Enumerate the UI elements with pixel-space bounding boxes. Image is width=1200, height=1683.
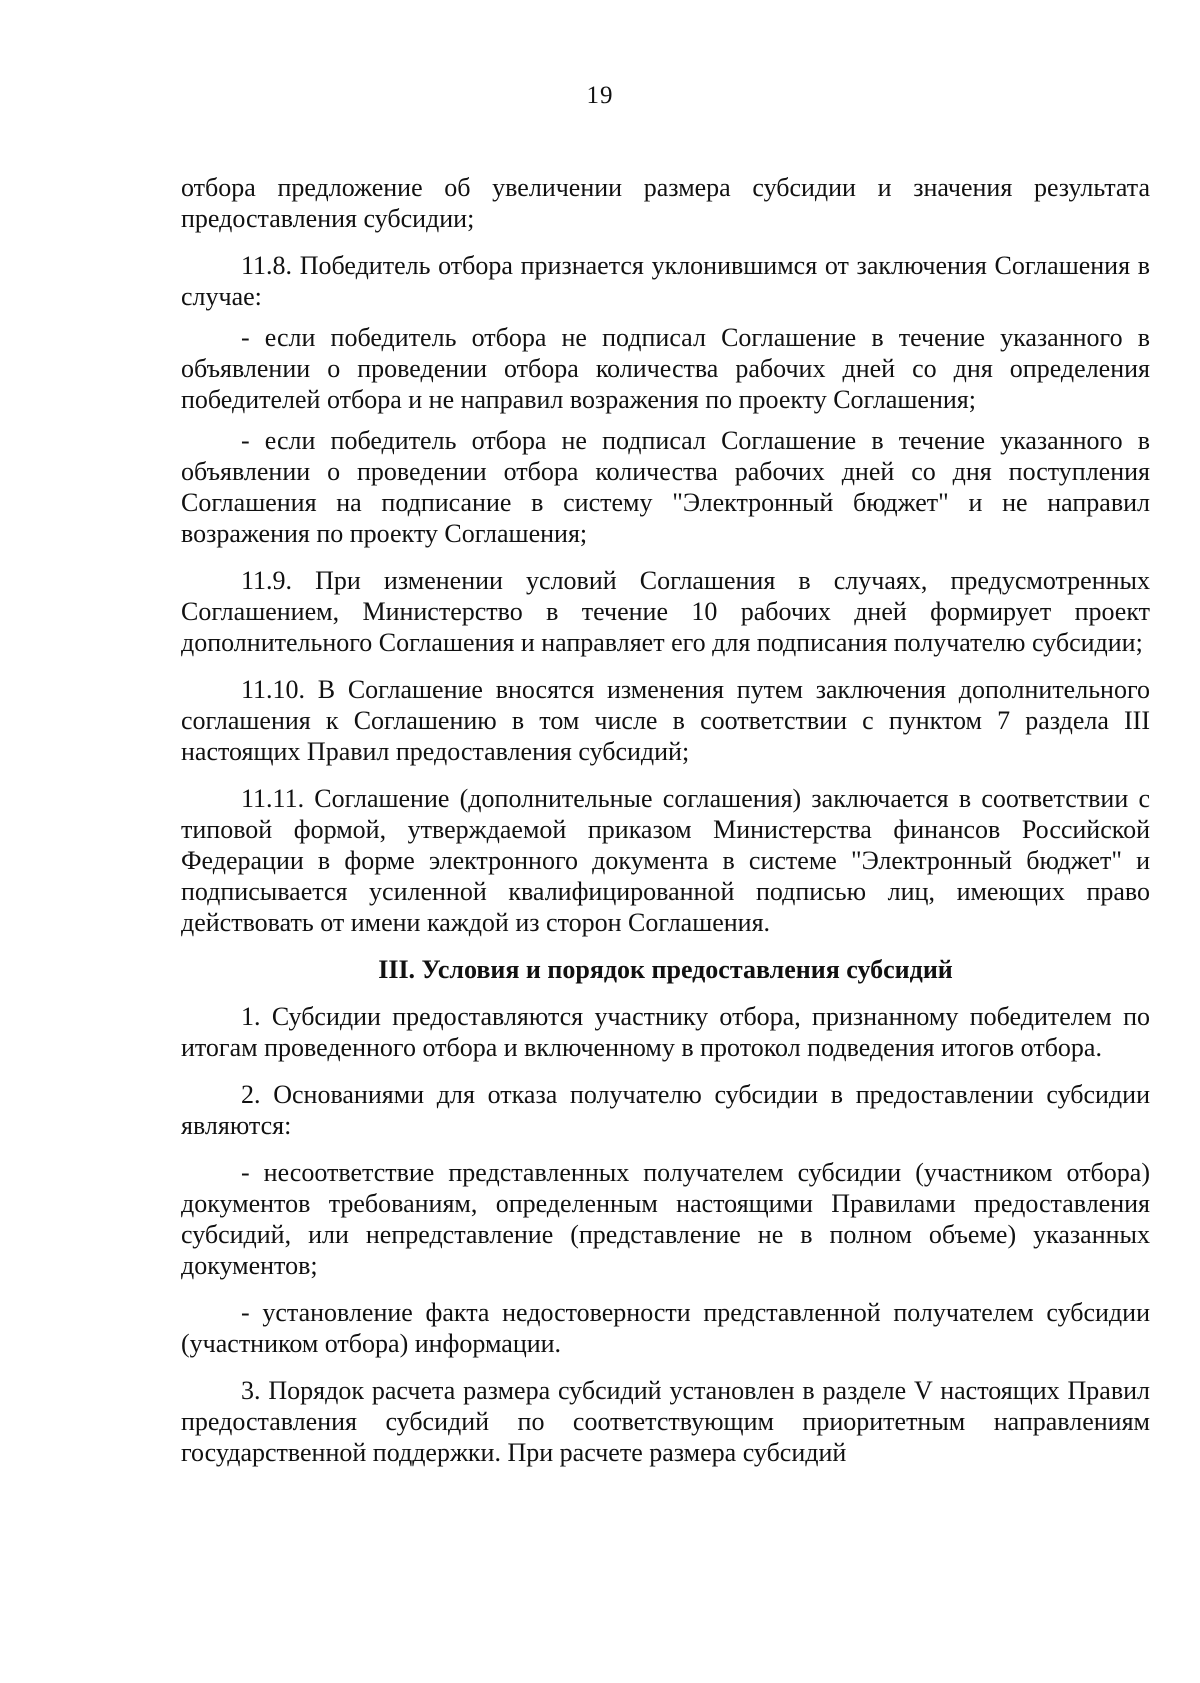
paragraph-section3-2-item-1: - несоответствие представленных получателем субсидии (участником отбора) документов требованиям, определенным настоящими Правилами предоставления субсидий, или непредставление (представление не в полном объеме) указанных документов; — [181, 1158, 1150, 1280]
paragraph-section3-3: 3. Порядок расчета размера субсидий установлен в разделе V настоящих Правил предоставления субсидий по соответствующим приоритетным направлениям государственной поддержки. При расчете размера субсидий — [181, 1376, 1150, 1467]
paragraph-11-9: 11.9. При изменении условий Соглашения в случаях, предусмотренных Соглашением, Министерство в течение 10 рабочих дней формирует проект дополнительного Соглашения и направляет его для подписания получателю субсидии; — [181, 566, 1150, 657]
section-heading: III. Условия и порядок предоставления субсидий — [378, 955, 953, 984]
paragraph-11-8-item-2: - если победитель отбора не подписал Соглашение в течение указанного в объявлении о проведении отбора количества рабочих дней со дня поступления Соглашения на подписание в систему "Электронный бюджет" и не направил возражения по проекту Соглашения; — [181, 426, 1150, 548]
paragraph-11-8-item-1: - если победитель отбора не подписал Соглашение в течение указанного в объявлении о проведении отбора количества рабочих дней со дня определения победителей отбора и не направил возражения по проекту Соглашения; — [181, 323, 1150, 414]
paragraph-continuation: отбора предложение об увеличении размера субсидии и значения результата предоставления субсидии; — [181, 173, 1150, 233]
paragraph-11-8: 11.8. Победитель отбора признается уклонившимся от заключения Соглашения в случае: — [181, 251, 1150, 311]
page-number: 19 — [586, 82, 614, 109]
paragraph-section3-2: 2. Основаниями для отказа получателю субсидии в предоставлении субсидии являются: — [181, 1080, 1150, 1140]
paragraph-section3-2-item-2: - установление факта недостоверности представленной получателем субсидии (участником отбора) информации. — [181, 1298, 1150, 1358]
document-body — [181, 172, 1150, 1484]
paragraph-11-11: 11.11. Соглашение (дополнительные соглашения) заключается в соответствии с типовой формой, утверждаемой приказом Министерства финансов Российской Федерации в форме электронного документа в системе "Электронный бюджет" и подписывается усиленной квалифицированной подписью лиц, имеющих право действовать от имени каждой из сторон Соглашения. — [181, 784, 1150, 937]
paragraph-11-10: 11.10. В Соглашение вносятся изменения путем заключения дополнительного соглашения к Соглашению в том числе в соответствии с пунктом 7 раздела III настоящих Правил предоставления субсидий; — [181, 675, 1150, 766]
paragraph-section3-1: 1. Субсидии предоставляются участнику отбора, признанному победителем по итогам проведенного отбора и включенному в протокол подведения итогов отбора. — [181, 1002, 1150, 1062]
